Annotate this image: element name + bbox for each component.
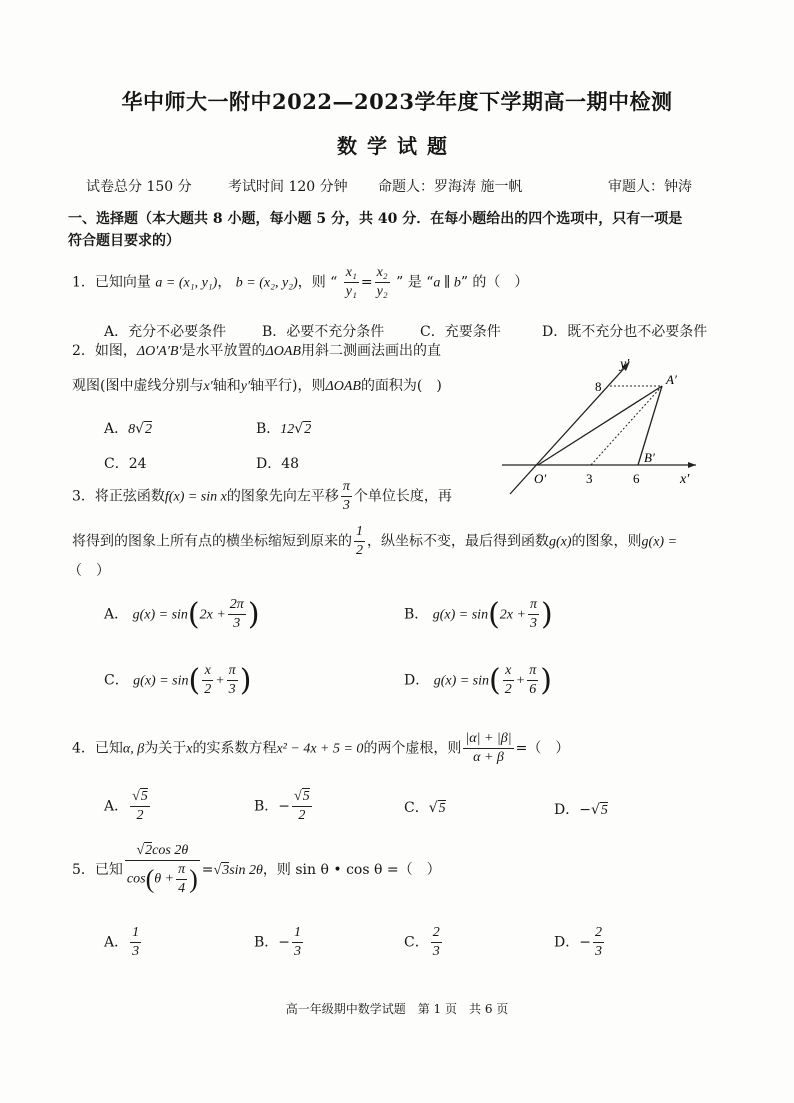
q3-d-numerator-2: π — [527, 662, 538, 681]
q1-fraction-1 — [344, 264, 359, 301]
tick-3-label: 3 — [586, 471, 593, 486]
exam-title: 华中师大一附中2022—2023学年度下学期高一期中检测 — [121, 89, 673, 114]
q5-option-c — [404, 924, 444, 961]
q4-a-numerator: 5 — [140, 789, 148, 804]
q1-option-c: C．充要条件 — [420, 324, 501, 340]
q3-half — [354, 523, 365, 560]
q5-b-sign: − — [278, 934, 291, 951]
q3-b-denominator: 3 — [529, 616, 537, 631]
q4-numerator: |α| + |β| — [463, 730, 513, 749]
q5-d-denominator: 3 — [594, 944, 602, 959]
tick-6-label: 6 — [633, 471, 640, 486]
q3-d-fraction-1 — [503, 662, 514, 699]
q4-a-label: A． — [104, 798, 129, 815]
q1-option-b: B．必要不充分条件 — [262, 324, 385, 340]
q5-c-label: C． — [404, 934, 429, 951]
q2-option-d: D．48 — [256, 456, 300, 472]
q2-b-coef: 12 — [280, 422, 295, 437]
q3-d-denominator-2: 6 — [529, 682, 537, 697]
q4-option-b — [254, 788, 314, 825]
q3-text-b: 的图象先向左平移 — [226, 488, 339, 505]
q3-shift-denominator: 3 — [342, 498, 350, 513]
q1-parallel: a ∥ b — [433, 275, 461, 291]
q4-fraction — [463, 730, 513, 767]
q1-option-d: D．既不充分也不必要条件 — [542, 324, 708, 340]
q4-a-fraction: $\frac{√5}{2}$ — [132, 789, 148, 823]
x-axis-arrow — [688, 462, 696, 468]
q3-text-d: 将得到的图象上所有点的横坐标缩短到原来的 — [72, 533, 352, 550]
q5-c-numerator: 2 — [431, 924, 442, 943]
q3-c-label: C． — [104, 672, 129, 689]
q4-b-sign: − — [278, 798, 291, 815]
q5-a-numerator: 1 — [130, 924, 141, 943]
q3-c-numerator-1: x — [202, 662, 213, 681]
tick-8-label: 8 — [595, 379, 602, 394]
vertex-b-label: B′ — [644, 450, 655, 465]
q5-rhs-radicand: 3 — [222, 863, 230, 878]
q5-lhs-fraction: √2cos 2θ cos(θ + $\frac{\pi}{4}$ ) — [126, 843, 198, 896]
exam-time: 考试时间 120 分钟 — [228, 179, 348, 195]
q5-a-fraction — [130, 924, 141, 961]
q5-number: 5． — [72, 862, 95, 878]
q3-text-e: ，纵坐标不变，最后得到函数 — [367, 533, 549, 550]
question-3-line2 — [72, 523, 677, 560]
q2-a-coef: 8 — [128, 422, 136, 437]
q3-c-fraction-1 — [202, 662, 213, 699]
q5-pi-over-4 — [176, 861, 187, 898]
q5-option-d — [554, 924, 606, 961]
q5-tail: ，则 sin θ • cos θ =（ ） — [262, 862, 441, 878]
q3-gx-eq: g(x) = — [641, 534, 678, 550]
q4-option-d: D．−√5 — [554, 802, 608, 818]
q2-a-label: A． — [104, 421, 129, 437]
q5-equals: = — [201, 862, 214, 878]
q5-pi: π — [176, 861, 187, 880]
q3-option-a: A． g(x) = sin(2x + $\frac{2\pi}{3}$ ) — [104, 597, 260, 632]
q3-d-numerator-1: x — [503, 662, 514, 681]
q3-c-denominator-2: 3 — [228, 682, 236, 697]
section-heading-line2: 符合题目要求的） — [68, 233, 180, 249]
q2-y-prime: y′ — [240, 379, 251, 394]
q3-c-plus: + — [215, 673, 225, 689]
q3-d-plus: + — [515, 673, 526, 689]
q5-b-label: B． — [254, 934, 279, 951]
q1-ze: ，则 “ — [297, 274, 338, 291]
q3-option-c: C． g(x) = sin( $\frac{x}{2}$ + $\frac{\pi}{3}$ ) — [104, 663, 252, 698]
q5-d-numerator: 2 — [593, 924, 604, 943]
q3-option-b: B． g(x) = sin(2x + $\frac{\pi}{3}$ ) — [404, 597, 553, 632]
question-2-line2 — [72, 376, 442, 397]
q3-c-fraction-2 — [227, 662, 238, 699]
q5-numerator-radicand: 2 — [145, 843, 153, 858]
q4-denominator: α + β — [473, 750, 504, 765]
q5-d-fraction — [593, 924, 604, 961]
q2-text-c: 用斜二测画法画出的直 — [300, 343, 441, 359]
q3-a-denominator: 3 — [233, 616, 241, 631]
q2-text-f: 轴平行)，则 — [250, 378, 326, 394]
x-axis-label: x′ — [680, 472, 690, 487]
q2-triangle-2: ΔOAB — [265, 344, 301, 359]
total-score: 试卷总分 150 分 — [86, 179, 192, 195]
q4-d-label: D． — [554, 802, 580, 818]
q3-b-pre: g(x) = sin — [432, 607, 489, 623]
question-1 — [72, 264, 528, 301]
q4-alpha-beta: α, β — [122, 741, 145, 757]
q3-d-label: D． — [404, 672, 430, 689]
q3-c-numerator-2: π — [227, 662, 238, 681]
q3-text-a: 将正弦函数 — [94, 488, 165, 505]
authors: 命题人：罗海涛 施一帆 — [378, 179, 523, 195]
q2-b-label: B． — [256, 421, 281, 437]
q4-b-denominator: 2 — [298, 808, 306, 823]
q5-denominator-pre: cos — [126, 871, 146, 887]
q3-d-denominator-1: 2 — [504, 682, 512, 697]
q4-mid-2: 的实系数方程 — [192, 740, 277, 757]
q3-text-c: 个单位长度，再 — [353, 488, 452, 505]
q3-half-denominator: 2 — [356, 543, 363, 558]
q5-denominator-inner: θ + — [154, 871, 175, 887]
q1-option-a: A．充分不必要条件 — [104, 324, 227, 340]
q5-c-denominator: 3 — [432, 944, 440, 959]
q4-c-label: C． — [404, 800, 429, 816]
q4-c-radicand: 5 — [438, 801, 446, 816]
question-2-line1 — [72, 341, 441, 362]
q3-b-numerator: π — [528, 596, 539, 615]
q3-a-numerator: 2π — [228, 596, 246, 615]
q3-blank: （ ） — [68, 563, 110, 579]
q3-half-numerator: 1 — [354, 523, 365, 542]
q5-b-fraction — [292, 924, 303, 961]
q2-text-b: 是水平放置的 — [181, 343, 266, 359]
exam-subtitle: 数学试题 — [337, 134, 457, 158]
question-4 — [72, 730, 569, 767]
q1-fraction-2 — [375, 264, 390, 301]
q3-number: 3． — [72, 488, 95, 505]
q3-a-fraction — [228, 596, 246, 633]
q3-gx: g(x) — [549, 534, 572, 550]
q5-b-numerator: 1 — [292, 924, 303, 943]
q4-mid-1: 为关于 — [144, 740, 187, 757]
q4-number: 4． — [72, 740, 95, 757]
q1-mid: ” 是 “ — [396, 274, 434, 291]
q5-four: 4 — [178, 881, 186, 896]
q5-a-label: A． — [104, 934, 129, 951]
q2-x-prime: x′ — [203, 379, 213, 394]
q2-option-a: A．8√2 — [104, 421, 153, 437]
q4-d-radicand: 5 — [600, 803, 608, 818]
q3-shift-numerator: π — [341, 478, 352, 497]
q2-option-b: B．12√2 — [256, 421, 312, 437]
q1-f2-numerator: x₂ — [375, 264, 390, 283]
question-3-line1 — [72, 478, 452, 515]
q5-option-a — [104, 924, 143, 961]
q1-equals: = — [360, 274, 373, 291]
question-5: 5．已知 √2cos 2θ cos(θ + $\frac{\pi}{4}$ ) =√3sin 2θ，则 sin θ • cos θ =（ ） — [72, 843, 441, 896]
q2-triangle-1: ΔO′A′B′ — [136, 344, 182, 359]
q4-a-denominator: 2 — [136, 808, 144, 823]
q4-option-c: C．√5 — [404, 800, 446, 816]
q5-rhs-text: sin 2θ — [229, 863, 263, 878]
q1-f2-denominator: y₂ — [376, 284, 388, 299]
y-axis-label: y′ — [620, 357, 630, 372]
reviewer: 审题人：钟涛 — [608, 179, 692, 195]
q3-option-d: D． g(x) = sin( $\frac{x}{2}$ + $\frac{\pi}{6}$ ) — [404, 663, 552, 698]
q3-shift — [341, 478, 352, 515]
q1-pre: 已知向量 — [94, 274, 151, 291]
q1-end: ” 的（ ） — [460, 274, 529, 291]
q2-text-e: 轴和 — [212, 378, 241, 394]
y-prime-axis — [510, 364, 628, 494]
q3-a-inner: 2x + — [199, 607, 226, 623]
q3-b-label: B． — [404, 606, 429, 623]
q4-x: x — [186, 741, 193, 757]
q2-option-c: C．24 — [104, 456, 147, 472]
q2-text-d: 观图(图中虚线分别与 — [72, 378, 204, 394]
q3-c-pre: g(x) = sin — [133, 673, 189, 689]
q4-tail: =（ ） — [515, 740, 570, 757]
q1-f1-denominator: y₁ — [345, 284, 357, 299]
q5-d-label: D． — [554, 934, 580, 951]
q3-a-label: A． — [104, 606, 129, 623]
q2-text-g: 的面积为( ) — [360, 378, 442, 394]
q4-pre: 已知 — [94, 740, 123, 757]
q1-number: 1． — [72, 274, 95, 291]
q3-c-denominator-1: 2 — [204, 682, 212, 697]
vertex-a-label: A′ — [666, 372, 677, 387]
q1-comma: ， — [217, 274, 232, 291]
q5-b-denominator: 3 — [294, 944, 302, 959]
q2-a-radicand: 2 — [145, 422, 153, 437]
q3-b-fraction — [528, 596, 539, 633]
q1-vector-b: b = (x₂, y₂) — [235, 275, 298, 291]
q3-d-fraction-2 — [527, 662, 538, 699]
q4-b-fraction: $\frac{√5}{2}$ — [294, 789, 310, 823]
q5-option-b — [254, 924, 305, 961]
q4-b-numerator: 5 — [302, 789, 310, 804]
q2-number: 2． — [72, 343, 95, 359]
q5-numerator-text: cos 2θ — [152, 843, 189, 858]
q5-c-fraction — [431, 924, 442, 961]
q4-b-label: B． — [254, 798, 279, 815]
q3-a-pre: g(x) = sin — [132, 607, 188, 623]
q2-text-a: 如图， — [94, 343, 137, 359]
q4-option-a — [104, 788, 152, 825]
page-footer: 高一年级期中数学试题 第 1 页 共 6 页 — [285, 1002, 509, 1016]
q2-b-radicand: 2 — [304, 422, 312, 437]
q3-text-f: 的图象，则 — [571, 533, 642, 550]
q4-d-sign: − — [579, 802, 591, 818]
q3-d-pre: g(x) = sin — [433, 673, 490, 689]
q3-function: f(x) = sin x — [164, 489, 227, 505]
section-heading-line1: 一、选择题（本大题共 8 小题，每小题 5 分，共 40 分．在每小题给出的四个选项中，只有一项是 — [68, 211, 683, 227]
q4-equation: x² − 4x + 5 = 0 — [276, 741, 364, 757]
q4-mid-3: 的两个虚根，则 — [363, 740, 462, 757]
q5-pre: 已知 — [94, 862, 123, 878]
origin-label: O′ — [534, 471, 547, 486]
q2-triangle-3: ΔOAB — [325, 379, 361, 394]
q5-a-denominator: 3 — [132, 944, 140, 959]
q2-figure — [498, 354, 702, 496]
q1-vector-a: a = (x₁, y₁) — [155, 275, 218, 291]
q5-d-sign: − — [579, 934, 591, 951]
q3-b-inner: 2x + — [499, 607, 526, 623]
q1-f1-numerator: x₁ — [344, 264, 359, 283]
